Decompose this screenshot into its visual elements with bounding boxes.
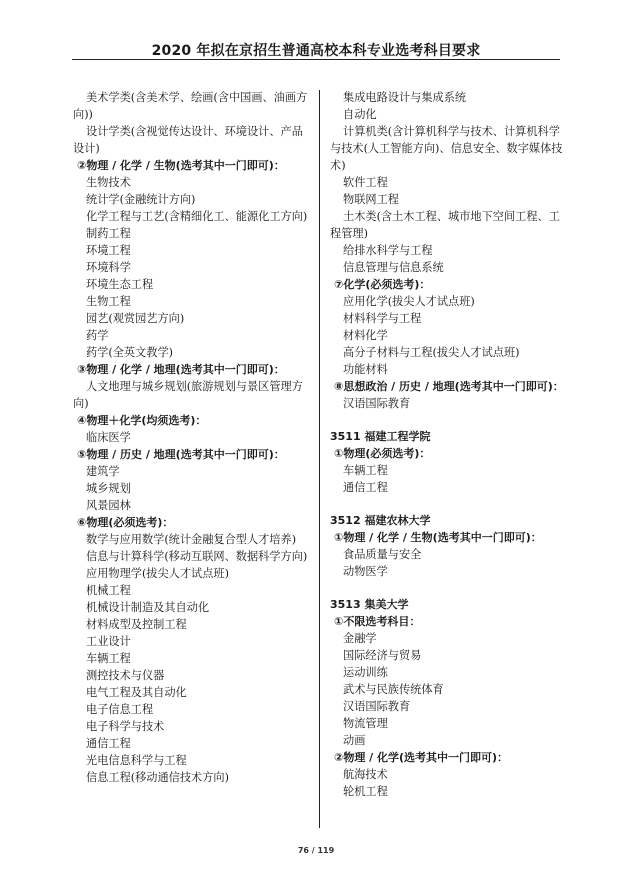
major-item: 信息管理与信息系统 (343, 261, 444, 274)
subject-requirement: ①物理(必须选考)： (334, 447, 431, 460)
major-item: 运动训练 (343, 666, 388, 679)
major-item: 自动化 (343, 108, 377, 121)
major-item: 功能材料 (343, 363, 388, 376)
major-item: 信息工程(移动通信技术方向) (86, 771, 229, 784)
major-item: 机械设计制造及其自动化 (86, 601, 210, 614)
major-item: 化学工程与工艺(含精细化工、能源化工方向) (86, 210, 308, 223)
subject-requirement: ③物理 / 化学 / 地理(选考其中一门即可)： (77, 363, 285, 376)
major-item: 统计学(金融统计方向) (86, 193, 196, 206)
major-item: 航海技术 (343, 768, 388, 781)
major-item: 武术与民族传统体育 (343, 683, 444, 696)
school-heading: 3512 福建农林大学 (330, 514, 431, 527)
right-column (330, 89, 566, 800)
subject-requirement: ④物理＋化学(均须选考)： (77, 414, 207, 427)
major-item: 物联网工程 (343, 193, 399, 206)
major-item: 建筑学 (86, 465, 120, 478)
subject-requirement: ⑦化学(必须选考)： (334, 278, 431, 291)
major-item: 环境生态工程 (86, 278, 154, 291)
major-item: 轮机工程 (343, 785, 388, 798)
major-item: 汉语国际教育 (343, 700, 411, 713)
subject-requirement: ①不限选考科目： (334, 615, 421, 628)
page-number: 76 / 119 (297, 846, 335, 855)
major-item: 软件工程 (343, 176, 388, 189)
major-item: 生物技术 (86, 176, 131, 189)
major-item: 电子科学与技术 (86, 720, 165, 733)
major-item: 信息与计算科学(移动互联网、数据科学方向) (86, 550, 308, 563)
major-item: 汉语国际教育 (343, 397, 411, 410)
major-item: 金融学 (343, 632, 377, 645)
left-column (73, 89, 313, 786)
major-item: 应用化学(拔尖人才试点班) (343, 295, 475, 308)
major-item: 临床医学 (86, 431, 131, 444)
major-item: 电气工程及其自动化 (86, 686, 187, 699)
major-item: 测控技术与仪器 (86, 669, 165, 682)
column-divider (319, 90, 320, 828)
major-item: 通信工程 (343, 481, 388, 494)
major-item: 材料科学与工程 (343, 312, 422, 325)
subject-requirement: ⑧思想政治 / 历史 / 地理(选考其中一门即可)： (334, 380, 564, 393)
major-item: 生物工程 (86, 295, 131, 308)
major-item: 电子信息工程 (86, 703, 154, 716)
subject-requirement: ⑥物理(必须选考)： (77, 516, 174, 529)
major-item: 国际经济与贸易 (343, 649, 422, 662)
subject-requirement: ②物理 / 化学 / 生物(选考其中一门即可)： (77, 159, 285, 172)
major-item: 计算机类(含计算机科学与技术、计算机科学与技术(人工智能方向)、信息安全、数字媒体技术) (330, 125, 563, 172)
major-item: 人文地理与城乡规划(旅游规划与景区管理方向) (73, 380, 303, 410)
major-item: 动画 (343, 734, 366, 747)
major-item: 应用物理学(拔尖人才试点班) (86, 567, 229, 580)
major-item: 药学 (86, 329, 109, 342)
major-item: 材料成型及控制工程 (86, 618, 187, 631)
major-item: 环境科学 (86, 261, 131, 274)
major-item: 风景园林 (86, 499, 131, 512)
major-item: 数学与应用数学(统计金融复合型人才培养) (86, 533, 297, 546)
major-item: 机械工程 (86, 584, 131, 597)
subject-requirement: ②物理 / 化学(选考其中一门即可)： (334, 751, 509, 764)
major-item: 食品质量与安全 (343, 548, 422, 561)
subject-requirement: ①物理 / 化学 / 生物(选考其中一门即可)： (334, 531, 542, 544)
major-item: 光电信息科学与工程 (86, 754, 187, 767)
major-item: 美术学类(含美术学、绘画(含中国画、油画方向)) (73, 91, 308, 121)
major-item: 车辆工程 (343, 464, 388, 477)
major-item: 制药工程 (86, 227, 131, 240)
major-item: 高分子材料与工程(拔尖人才试点班) (343, 346, 520, 359)
major-item: 园艺(观赏园艺方向) (86, 312, 185, 325)
major-item: 设计学类(含视觉传达设计、环境设计、产品设计) (73, 125, 303, 155)
major-item: 工业设计 (86, 635, 131, 648)
major-item: 环境工程 (86, 244, 131, 257)
major-item: 城乡规划 (86, 482, 131, 495)
header-rule (72, 59, 560, 60)
major-item: 给排水科学与工程 (343, 244, 433, 257)
major-item: 材料化学 (343, 329, 388, 342)
school-heading: 3511 福建工程学院 (330, 430, 431, 443)
major-item: 土木类(含土木工程、城市地下空间工程、工程管理) (330, 210, 560, 240)
subject-requirement: ⑤物理 / 历史 / 地理(选考其中一门即可)： (77, 448, 285, 461)
major-item: 集成电路设计与集成系统 (343, 91, 467, 104)
major-item: 车辆工程 (86, 652, 131, 665)
page-title: 2020 年拟在京招生普通高校本科专业选考科目要求 (151, 43, 481, 59)
major-item: 物流管理 (343, 717, 388, 730)
major-item: 通信工程 (86, 737, 131, 750)
school-heading: 3513 集美大学 (330, 598, 409, 611)
major-item: 药学(全英文教学) (86, 346, 174, 359)
major-item: 动物医学 (343, 565, 388, 578)
